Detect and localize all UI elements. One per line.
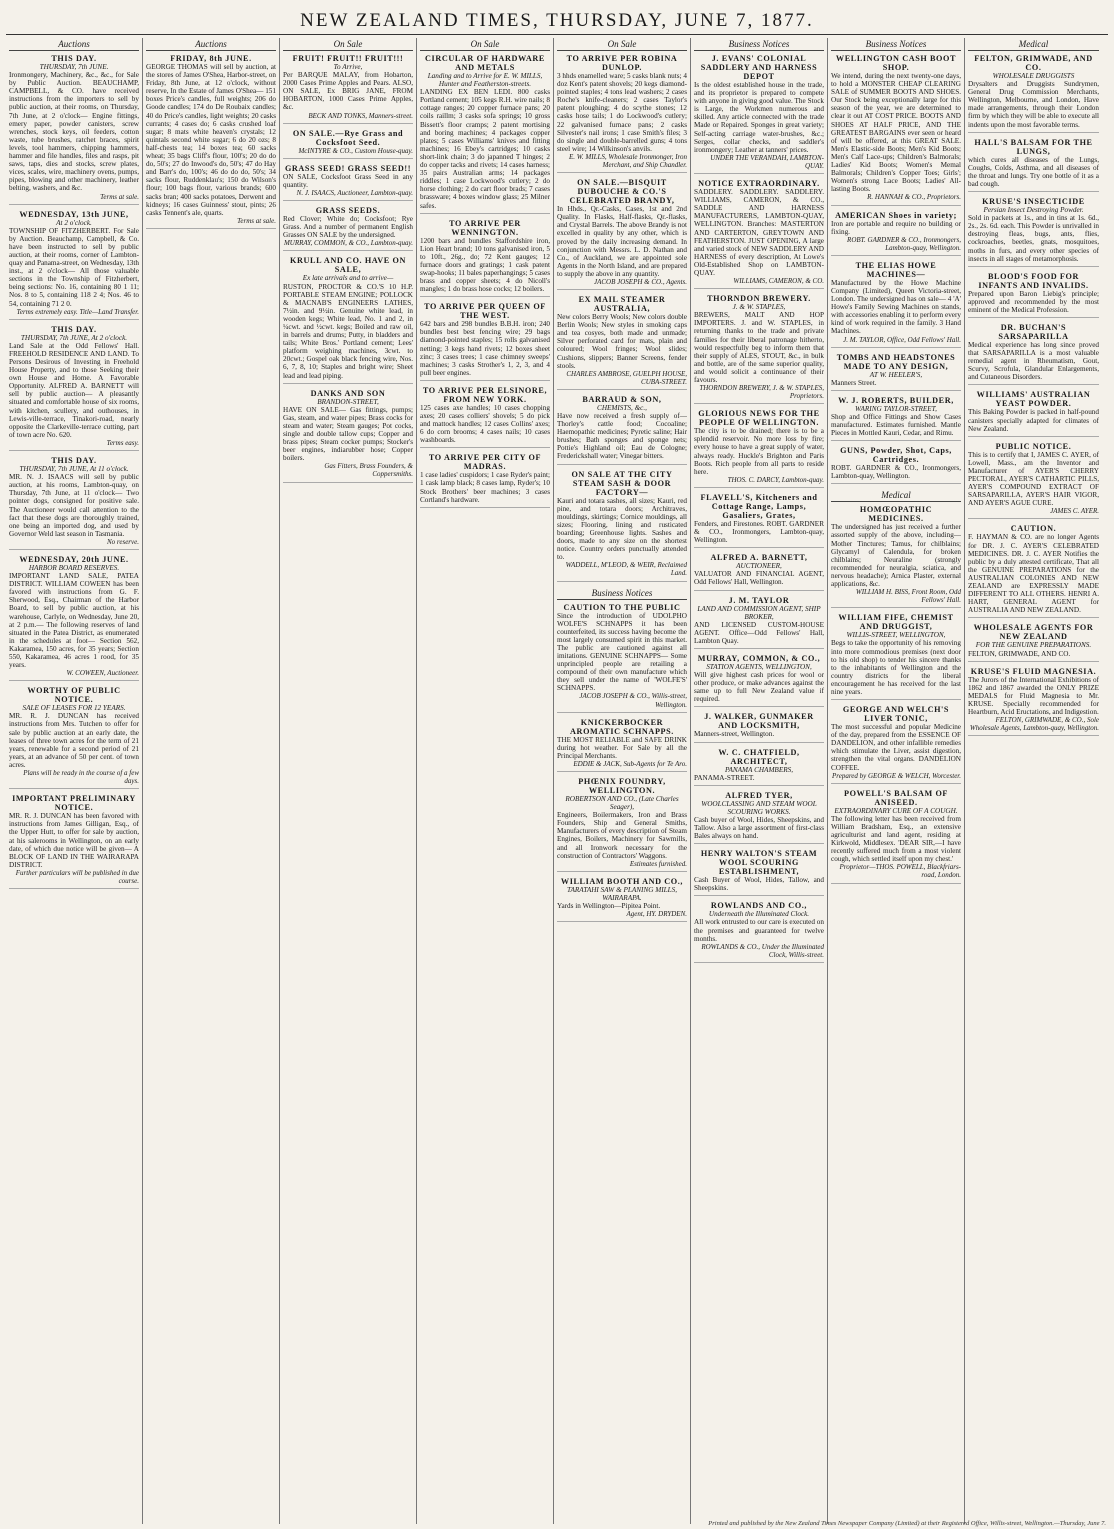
advertisement [968, 623, 1099, 661]
advertisement [831, 789, 961, 884]
advertisement [968, 138, 1099, 192]
ad-heading: HALL'S BALSAM FOR THE LUNGS, [974, 137, 1093, 156]
ad-heading: WELLINGTON CASH BOOT SHOP. [835, 54, 957, 72]
ad-subheading: THURSDAY, 7th JUNE. [39, 63, 109, 71]
ad-heading: FRIDAY, 8th JUNE. [170, 54, 252, 63]
ad-signature: ROBT. GARDNER & CO., Ironmongers, Lambton-quay, Wellington. [847, 235, 961, 252]
ad-signature: JAMES C. AYER. [1050, 507, 1099, 516]
ad-body-text: 125 cases axe handles; 10 cases chopping axes; 20 cases colliers' shovels; 5 do pick and mattock handles; 12 cases Collins' axes; 6 do corn brooms; 4 cases nails; 10 cases washboards. [420, 403, 550, 445]
ad-heading: J. M. TAYLOR [728, 595, 790, 605]
ad-heading: W. C. CHATFIELD, ARCHITECT, [718, 747, 800, 766]
ad-body-text: 1200 bars and bundles Staffordshire iron, Lion Heart brand; 10 tons galvanised iron, 5 to 10ft., 26g., do; 72 Kent gauges; 12 furnace doors and gratings; 1 cask patent swap-hooks; 11 bales paperhangings; 5 cases brass and copper sheets; 4 do Nicoll's mangles; 1 do brass hose cocks; 12 boilers. [420, 236, 550, 294]
advertisement [694, 712, 824, 742]
ad-signature: WADDELL, M'LEOD, & WEIR, Reclaimed Land. [565, 561, 687, 578]
ad-heading: WHOLESALE AGENTS FOR NEW ZEALAND [973, 623, 1094, 642]
ad-signature: ROWLANDS & CO., Under the Illuminated Clock, Willis-street. [701, 942, 824, 959]
ad-heading: MURRAY, COMMON, & CO., [697, 653, 821, 663]
advertisement [694, 791, 824, 844]
ad-subheading: WOOLCLASSING AND STEAM WOOL SCOURING WORKS. [701, 799, 817, 816]
ad-body-text: New colors Berry Wools; New colors double Berlin Wools; New styles in smoking caps and tea cosyes, both made and unmade; Silver perforated card for mats, plain and coloured; Wool fringes; Wool slides; Cushions, slippers; Banner Screens, fender stools. [557, 313, 687, 370]
ad-heading: THIS DAY. [51, 54, 97, 63]
advertisement [968, 390, 1099, 436]
column-section-heading: Auctions [146, 38, 276, 51]
advertisement [557, 295, 687, 390]
ad-body-text: Sold in packets at 1s., and in tins at 1s. 6d., 2s., 2s. 6d. each. This Powder is unrivalled in destroying fleas, bugs, ants, flies, cockroaches, beetles, gnats, mosquitoes, moths in furs, and every other species of insects in all stages of metamorphosis. [968, 214, 1099, 263]
ad-body-text: 3 hhds enamelled ware; 5 casks blank nuts; 4 doz Kent's patent shovels; 20 kegs diamond-pointed staples; 4 tons lead washers; 2 cases Roche's knife-cleaners; 2 cases Taylor's patent ploughing; 4 do scythe stones; 12 casks hose tails; 1 do Lockwood's cutlery; 22 galvanised furnace pans; 2 casks Silvester's nail irons; 1 case Smith's files; 3 do single and double-barrelled guns; 4 tons steel wire; 14 Wilkinson's anvils. [557, 72, 687, 153]
ad-body-text: LANDING EX BEN LEDI. 800 casks Portland cement; 105 kegs R.H. wire nails; 8 cottage ranges; 20 copper furnace pans; 20 coils raillm; 3 casks sofa springs; 10 gross Bissett's floor cramps; 2 patent mortising and boring machines; 4 packages copper plates; 5 cases Williams' knives and fitting machines; 16 Ebey's cartridges; 10 casks short-link chain; 3 do japanned T hinges; 2 do copper tacks and rivets; 14 cases harness; 35 pairs Australian arms; 14 packages riddles; 1 case Lockwood's cutlery; 2 do horse clothing; 2 do cart floor brads; 7 cases brassware; 4 boxes window glass; 25 Milner safes. [420, 88, 550, 210]
column-3 [280, 38, 417, 1524]
ad-signature: Agent, HY. DRYDEN. [626, 910, 687, 919]
ad-body-text: The following letter has been received from William Bradsham, Esq., an extensive agriculturist and land agent, residing at Kirkwold, Middlesex. 'DEAR SIR,—I have recently suffered much from a most violent cough, which settled itself upon my chest.' [831, 814, 961, 864]
ad-heading: ROWLANDS AND CO., [710, 901, 808, 911]
ad-signature: WILLIAMS, CAMERON, & CO. [733, 277, 824, 286]
ad-body-text: Per BARQUE MALAY, from Hobarton, 2000 Cases Prime Apples and Pears. ALSO, ON SALE, Ex BRIG JANE, FROM HOBARTON, 1000 Cases Prime Apples, &c. [283, 71, 413, 112]
advertisement [283, 54, 413, 124]
ad-heading: TO ARRIVE PER ROBINA DUNLOP. [566, 54, 678, 72]
advertisement [9, 555, 139, 681]
ad-signature: Further particulars will be published in due course. [15, 868, 139, 885]
ad-body-text: Begs to take the opportunity of his removing into more commodious premises (next door to his old shop) to tender his sincere thanks to the inhabitants of Wellington and the country districts for the liberal encouragement he has received for the last nine years. [831, 639, 961, 696]
ad-signature: W. COWEEN, Auctioneer. [66, 669, 139, 678]
ad-heading: J. EVANS' COLONIAL SADDLERY AND HARNESS DEPOT [700, 54, 818, 81]
ad-heading: THORNDON BREWERY. [707, 294, 811, 304]
ad-heading: GRASS SEEDS. [315, 206, 381, 216]
ad-body-text: Iron are portable and require no building or fixing. [831, 219, 961, 236]
ad-heading: W. J. ROBERTS, BUILDER, [838, 395, 954, 405]
ad-subheading: AUCTIONEER, [736, 562, 782, 571]
ad-signature: MURRAY, COMMON, & CO., Lambton-quay. [283, 239, 413, 248]
ad-signature: Proprietor—THOS. POWELL, Blackfriars-road, London. [839, 863, 961, 880]
advertisement [831, 505, 961, 608]
advertisement [968, 197, 1099, 267]
ad-body-text: 1 case ladies' cuspidors; 1 case Ryder's paint; 1 cask lamp black; 8 cases lamp, Ryder's; 10 Stock Brothers' beer machines; 3 cases Cortland's hardware. [420, 471, 550, 504]
ad-subheading: BRANDON-STREET, [317, 397, 379, 406]
ad-body-text: Ironmongery, Machinery, &c., &c., for Sale by Public Auction. BEAUCHAMP, CAMPBELL, & CO. have received instructions from the importers to sell by public auction, at their rooms, on Thursday, 7th June, at 2 o'clock— Engine fittings, emery paper, powder canisters, screw wrenches, stock keys, oil feeders, cotton waste, tube brushes, ratchet braces, spirit levels, tool hammers, chipping hammers, hammer and file handles, files and rasps, pit saws, taps, dies and stocks, screw plates, vices, scales, wire, machinery ovens, pumps, pipes, blowing and other machinery, leather belting, washers, and &c. [9, 71, 139, 193]
advertisement [694, 748, 824, 786]
ad-signature: CHARLES AMBROSE, GUELPH HOUSE, CUBA-STREET. [566, 369, 687, 386]
ad-body-text: In Hhds., Qr.-Casks, Cases, 1st and 2nd Quality. In Flasks, Half-flasks, Qr.-flasks, and Crystal Barrels. The above Brandy is not excelled in quality by any other, which is proved by the daily increasing demand. In conjunction with Messrs. L. D. Nathan and Co., of Auckland, we are appointed sole Agents in the North Island, and are prepared to supply the above in any quantity. [557, 205, 687, 278]
ad-heading: TO ARRIVE PER QUEEN OF THE WEST. [424, 302, 546, 321]
advertisement [831, 353, 961, 391]
ad-subheading: WHOLESALE DRUGGISTS [992, 72, 1075, 80]
ad-body-text: Engineers, Boilermakers, Iron and Brass Founders, Ship and General Smiths, Manufacturers of every description of Steam Engines, Boilers, Machinery for Sawmills, and all Ironwork necessary for the construction of Contractors' Waggons. [557, 811, 687, 860]
ad-heading: EX MAIL STEAMER AUSTRALIA, [578, 295, 666, 314]
ad-body-text: The undersigned has just received a further assorted supply of the above, including— Mother Tinctures; Tamus, for chilblains; Glycamyl of Calendula, for broken chilblains; Neuraline (strongly recommended for neuralgia, sciatica, and nervous headache); Arnica Plaster, external applications, &c. [831, 523, 961, 589]
ad-subheading: WARING TAYLOR-STREET, [855, 404, 937, 413]
column-section-heading: Business Notices [831, 38, 961, 51]
advertisement [9, 54, 139, 205]
ad-heading: HENRY WALTON'S STEAM WOOL SCOURING ESTABLISHMENT, [700, 849, 818, 877]
ad-subheading: At 2 o'clock. [56, 218, 92, 227]
ad-subheading: ROBERTSON AND CO., (Late Charles Seager), [565, 795, 679, 812]
ad-body-text: Shop and Office Fittings and Show Cases manufactured. Estimates furnished. Mantle Pieces in Mottled Kauri, Cedar, and Rimu. [831, 412, 961, 438]
ad-body-text: Medical experience has long since proved that SARSAPARILLA is a most valuable remedial agent in Rheumatism, Gout, Scurvy, Scrofula, Glandular Enlargements, and Cutaneous Disorders. [968, 340, 1099, 382]
ad-heading: TO ARRIVE PER CITY OF MADRAS. [428, 453, 542, 472]
ad-body-text: HAVE ON SALE— Gas fittings, pumps; Gas, steam, and water pipes; Brass cocks for steam and water; Steam gauges; Pot cocks, single and double tallow cups; Copper and brass pipes; Steam cocker pumps; Stocker's beer engines, indiarubber hose; Copper boilers. [283, 405, 413, 463]
advertisement [968, 442, 1099, 520]
advertisement [968, 323, 1099, 385]
ad-signature: Gas Fitters, Brass Founders, & Coppersmiths. [324, 462, 413, 479]
advertisement [557, 777, 687, 872]
ad-subheading: Landing and to Arrive for E. W. MILLS, Hunter and Featherston-streets. [427, 72, 543, 89]
ad-heading: BLOOD'S FOOD FOR INFANTS AND INVALIDS. [978, 271, 1089, 290]
ad-heading: GRASS SEED! GRASS SEED!! [284, 163, 412, 173]
ad-subheading: Underneath the Illuminated Clock. [708, 910, 810, 919]
ad-heading: WILLIAM BOOTH AND CO., [560, 876, 684, 886]
ad-body-text: This is to certify that I, JAMES C. AYER, of Lowell, Mass., am the Inventor and Manufacturer of AYER'S CHERRY PECTORAL, AYER'S CATHARTIC PILLS, AYER'S COMPOUND EXTRACT OF SARSAPARILLA, AYER'S HAIR VIGOR, AND AYER'S AGUE CURE. [968, 450, 1099, 508]
masthead [0, 0, 1114, 30]
advertisement [283, 164, 413, 201]
ad-signature: Prepared by GEORGE & WELCH, Worcester. [831, 771, 961, 780]
ad-subheading: TARATAHI SAW & PLANING MILLS, WAIRARAPA. [566, 885, 677, 902]
ad-signature: UNDER THE VERANDAH, LAMBTON-QUAY. [710, 153, 824, 170]
advertisement [557, 877, 687, 922]
advertisement [557, 603, 687, 713]
column-4 [417, 38, 554, 1524]
column-2 [143, 38, 280, 1524]
ad-heading: ON SALE AT THE CITY STEAM SASH & DOOR FACTORY— [571, 469, 673, 497]
ad-subheading: Persian Insect Destroying Powder. [983, 206, 1084, 215]
column-section-heading: On Sale [283, 38, 413, 51]
advertisement [283, 389, 413, 483]
ad-heading: WEDNESDAY, 20th JUNE. [19, 554, 129, 564]
advertisement [968, 667, 1099, 737]
ad-body-text: ROBT. GARDNER & CO., Ironmongers, Lambton-quay, Wellington. [831, 464, 961, 481]
advertisement [831, 211, 961, 256]
ad-body-text: Is the oldest established house in the trade, and its proprietor is prepared to compete with anyone in giving good value. The Stock is Large, the Workmen numerous and skilled. Any article connected with the trade Made or Repaired. Sponges in great variety; Self-acting carriage water-brushes, &c.; Serges, collar checks, and saddler's ironmongery; Leather at tanners' prices. [694, 81, 824, 154]
column-6 [691, 38, 828, 1524]
ad-heading: AMERICAN Shoes in variety; [835, 210, 957, 220]
ad-body-text: Land Sale at the Odd Fellows' Hall. FREEHOLD RESIDENCE AND LAND. To Persons Desirous of Investing in Freehold House Property, and to those Seeking their own House and Home. A Favorable Opportunity. ALFRED A. BARNETT will sell by public auction— A pleasantly situated and comfortable house of six rooms, with kitchen, scullery, and outhouses, in Lewis-ville-terrace, Tinakori-road, nearly opposite the Clarkeville-terrace cutting, part of town acre No. 620. [9, 341, 139, 439]
advertisement [283, 129, 413, 159]
ad-heading: KRUSE'S FLUID MAGNESIA. [970, 666, 1097, 676]
advertisement [557, 395, 687, 465]
advertisement [831, 613, 961, 700]
ad-body-text: Fenders, and Firestones. ROBT. GARDNER & CO., Ironmongers, Lambton-quay, Wellington. [694, 519, 824, 545]
ad-heading: GLORIOUS NEWS FOR THE PEOPLE OF WELLINGTON. [698, 409, 820, 428]
advertisement [557, 718, 687, 772]
ad-body-text: PANAMA-STREET. [694, 773, 755, 782]
ad-body-text: VALUATOR AND FINANCIAL AGENT, Odd Fellows' Hall, Wellington. [694, 570, 824, 587]
column-5 [554, 38, 691, 1524]
ad-heading: GUNS, Powder, Shot, Caps, Cartridges. [840, 446, 952, 465]
ad-heading: ON SALE.—BISQUIT DUBOUCHE & CO.'S CELEBRATED BRANDY, [569, 178, 675, 206]
advertisement [694, 654, 824, 707]
ad-subheading: STATION AGENTS, WELLINGTON, [706, 662, 812, 671]
ad-body-text: The most successful and popular Medicine of the day, prepared from the ESSENCE OF DANDELION, and other infallible remedies which stimulate the Liver, assist digestion, strengthen the vital organs. DANDELION COFFEE. [831, 723, 961, 772]
ad-subheading: HARBOR BOARD RESERVES. [28, 563, 120, 572]
advertisement [9, 456, 139, 550]
ad-heading: DANKS AND SON [310, 388, 386, 398]
ad-body-text: Drysalters and Druggists Sundrymen, General Drug Commission Merchants, Wellington, Melbourne, and London, Have made arrangements, through their London firm by which they will be able to execute all indents upon the most favorable terms. [968, 80, 1099, 129]
ad-heading: KRULL AND CO. HAVE ON SALE, [290, 256, 406, 275]
ad-subheading: WILLIS-STREET, WELLINGTON, [846, 631, 946, 640]
advertisement [694, 294, 824, 404]
advertisement [831, 261, 961, 348]
advertisement [694, 849, 824, 896]
ad-subheading: To Arrive, [333, 63, 363, 71]
ad-heading: WEDNESDAY, 13th JUNE, [19, 209, 129, 219]
ad-subheading: PANAMA CHAMBERS, [724, 765, 793, 774]
ad-body-text: Since the introduction of UDOLPHO WOLFE'S SCHNAPPS it has been counterfeited, its success having become the most largely consumed spirit in this market. The public are cautioned against all imitations. GENUINE SCHNAPPS— Some unprincipled people are retailing a compound of their own manufacture which they sell under the name of 'WOLFE'S' SCHNAPPS. [557, 611, 687, 693]
ad-heading: CAUTION TO THE PUBLIC [563, 602, 681, 612]
ad-heading: KNICKERBOCKER AROMATIC SCHNAPPS. [570, 717, 674, 736]
ad-signature: E. W. MILLS, Wholesale Ironmonger, Iron Merchant, and Ship Chandler. [568, 152, 687, 170]
ad-body-text: This Baking Powder is packed in half-pound canisters specially adapted for climates of New Zealand. [968, 408, 1099, 433]
advertisement [557, 178, 687, 290]
ad-heading: FRUIT! FRUIT!! FRUIT!!! [292, 54, 404, 63]
ad-heading: THIS DAY. [51, 324, 97, 334]
advertisement [283, 206, 413, 251]
ad-heading: CAUTION. [1010, 524, 1057, 534]
ad-heading: TO ARRIVE PER ELSINORE, FROM NEW YORK. [422, 385, 548, 404]
ad-signature: THOS. C. DARCY, Lambton-quay. [727, 475, 824, 484]
ad-signature: THORNDON BREWERY, J. & W. STAPLES, Proprietors. [699, 384, 824, 401]
ad-signature: Terms at sale. [100, 192, 139, 201]
column-section-heading: Medical [968, 38, 1099, 51]
ad-subheading: Ex late arrivals and to arrive— [302, 274, 394, 283]
ad-heading: HOMŒOPATHIC MEDICINES. [859, 505, 933, 524]
ad-signature: JACOB JOSEPH & CO., Agents. [594, 277, 687, 286]
advertisement [9, 794, 139, 889]
ad-body-text: Have now received a fresh supply of— Thorley's cattle food; Cocoaline; Haemopathic medicines; Pyretic saline; Hair brushes; Bath sponges and sponge nets; Pottie's Highland oil; Eau de Cologne; Frederickshall water; Vinegar bitters. [557, 412, 687, 461]
advertisement [557, 470, 687, 582]
advertisement [420, 54, 550, 214]
ad-body-text: Kauri and totara sashes, all sizes; Kauri, red pine, and totara doors; Architraves, mouldings, skirtings; Cornice mouldings, all sizes; Flooring, lining and rusticated boarding; Greenhouse lights. Sashes and doors, made to any size on the shortest notice. Country orders punctually attended to. [557, 496, 687, 562]
ad-signature: N. J. ISAACS, Auctioneer, Lambton-quay. [296, 188, 413, 197]
advertisement [831, 446, 961, 484]
ad-subheading: FOR THE GENUINE PREPARATIONS. [975, 641, 1092, 650]
ad-heading: WILLIAM FIFE, CHEMIST AND DRUGGIST, [838, 613, 954, 632]
ad-signature: Terms at sale. [237, 216, 276, 225]
column-section-heading: Business Notices [694, 38, 824, 51]
ad-signature: Terms extremely easy. Title—Land Transfer. [16, 307, 139, 316]
advertisement [694, 54, 824, 174]
ad-heading: WORTHY OF PUBLIC NOTICE. [27, 686, 121, 705]
ad-body-text: Manufactured by the Howe Machine Company (Limited), Queen Victoria-street, London. The undersigned has on sale— 4 'A' Howe's Family Sewing Machines on stands, with accessories enabling it to perform every kind of work required in the family. 3 Hand Machines. [831, 278, 961, 336]
ad-heading: FELTON, GRIMWADE, AND CO. [974, 54, 1093, 72]
advertisement [557, 54, 687, 173]
advertisement [283, 256, 413, 383]
ad-heading: J. WALKER, GUNMAKER AND LOCKSMITH, [704, 712, 814, 731]
ad-signature: R. HANNAH & CO., Proprietors. [867, 193, 961, 202]
ad-body-text: Cash buyer of Wool, Hides, Sheepskins, and Tallow. Also a large assortment of first-class Bales always on hand. [694, 815, 824, 841]
ad-body-text: TOWNSHIP OF FITZHERBERT. For Sale by Auction. Beauchamp, Campbell, & Co. have been instructed to sell by public auction, at their rooms, corner of Lambton-quay and Panama-street, on Wednesday, 13th inst., at 2 o'clock— All those valuable sections in the Township of Fitzherbert, being sections: No. 16, containing 80 1 11; Nos. 8 to 5, containing 118 2 4; Nos. 46 to 54, containing 71 2 0. [9, 226, 139, 308]
advertisement [831, 54, 961, 206]
advertisement [420, 219, 550, 298]
ad-body-text: THE MOST RELIABLE and SAFE DRINK during hot weather. For Sale by all the Principal Merchants. [557, 735, 687, 760]
advertisement [694, 493, 824, 548]
ad-body-text: AND LICENSED CUSTOM-HOUSE AGENT. Office—Odd Fellows' Hall, Lambton Quay. [694, 620, 824, 645]
section-break-heading: Business Notices [557, 587, 687, 600]
ad-signature: JACOB JOSEPH & CO., Willis-street, Wellington. [579, 692, 687, 709]
ad-body-text: Cash Buyer of Wool, Hides, Tallow, and Sheepskins. [694, 876, 824, 893]
section-break-heading: Medical [831, 489, 961, 502]
ad-body-text: F. HAYMAN & CO. are no longer Agents for DR. J. C. AYER'S CELEBRATED MEDICINES. DR. J. C. AYER Notifies the public by a duly attested certificate, That all the GENUINE PREPARATIONS for the AUSTRALIAN COLONIES AND NEW ZEALAND are EXPRESSLY MADE DIFFERENT TO ALL OTHERS. HENRI A. HART, GENERAL AGENT for AUSTRALIA AND NEW ZEALAND. [968, 533, 1099, 615]
advertisement [694, 596, 824, 649]
ad-subheading: SALE OF LEASES FOR 12 YEARS. [22, 704, 126, 713]
ad-body-text: Yards in Wellington—Pipitea Point. [557, 902, 661, 911]
page-columns [6, 38, 1108, 1524]
ad-subheading: AT W. HEELER'S, [869, 370, 923, 379]
ad-subheading: LAND AND COMMISSION AGENT, SHIP BROKER, [697, 604, 821, 621]
column-section-heading: On Sale [557, 38, 687, 51]
advertisement [146, 54, 276, 229]
ad-body-text: We intend, during the next twenty-one days, to hold a MONSTER CHEAP CLEARING SALE of SUMMER BOOTS AND SHOES. Our Stock being exceptionally large for this season of the year, we are determined to clear it out AT COST PRICE. BOOTS AND SHOES AT HALF PRICE, AND THE GREATEST BARGAINS ever seen or heard of will be offered, at this GREAT SALE. Men's Elastic-side Boots; Men's Kid Boots; Men's Calf Lace-ups; Children's Balmorals; Ladies' Kid Boots; Women's Memal Balmorals; Children's Copper Toes; Girls'; Women's strong Lace Boots; Ladies' All-lasting Boots. [831, 72, 961, 194]
ad-subheading: CHEMISTS, &c., [597, 403, 647, 412]
ad-signature: J. M. TAYLOR, Office, Odd Fellows' Hall. [843, 335, 961, 344]
ad-heading: PUBLIC NOTICE. [995, 441, 1072, 451]
ad-subheading: EXTRAORDINARY CURE OF A COUGH. [834, 806, 958, 815]
ad-body-text: Will give highest cash prices for wool or other produce, or make advances against the same up to full New Zealand value if required. [694, 671, 824, 704]
ad-heading: WILLIAMS' AUSTRALIAN YEAST POWDER. [976, 390, 1091, 409]
ad-signature: McINTYRE & CO., Custom House-quay. [298, 146, 413, 155]
ad-body-text: MR. N. J. ISAACS will sell by public auction, at his rooms, Lambton-quay, on Thursday, 7th June, at 11 o'clock— Two pointer dogs, consigned for positive sale. The Auctioneer would call attention to the fact that these dogs are thoroughly trained, one being an imported dog, and used by Governor Weld last season in Tasmania. [9, 473, 139, 538]
ad-heading: ON SALE.—Rye Grass and Cocksfoot Seed. [292, 128, 404, 147]
ad-heading: DR. BUCHAN'S SARSAPARILLA [998, 322, 1069, 341]
ad-body-text: The city is to be drained; there is to be a splendid reservoir. No more loss by fire; every house to have a great supply of water, always ready. Huckle's Brighton and Paris Boots. Rich people from all parts to reside here. [694, 427, 824, 476]
ad-heading: KRUSE'S INSECTICIDE [982, 197, 1085, 207]
advertisement [420, 302, 550, 381]
advertisement [968, 272, 1099, 318]
ad-body-text: 642 bars and 298 bundles B.B.H. iron; 240 bundles best best fencing wire; 29 bags diamond-pointed staples; 15 rolls galvanised netting; 3 kegs hand rivets; 12 boxes sheet zinc; 3 cases trees; 1 case chimney sweeps' machines; 3 casks Strother's 1, 2, 3, and 4 pull beer engines. [420, 320, 550, 377]
ad-heading: NOTICE EXTRAORDINARY. [698, 179, 820, 189]
ad-signature: BECK AND TONKS, Manners-street. [308, 111, 413, 120]
ad-signature: EDDIE & JACK, Sub-Agents for Te Aro. [573, 759, 687, 768]
advertisement [9, 325, 139, 451]
imprint: Printed and published by the New Zealand Times Newspaper Company (Limited) at their Registered Office, Willis-street, Wellington.—Thursday, June 7. [708, 1520, 1106, 1527]
ad-body-text: which cures all diseases of the Lungs, Coughs, Colds, Asthma, and all diseases of the throat and lungs. Try one bottle of it as a bad cough. [968, 155, 1099, 188]
ad-heading: PHŒNIX FOUNDRY, WELLINGTON. [578, 777, 666, 795]
ad-body-text: Red Clover; White do; Cocksfoot; Rye Grass. And a number of permanent English Grasses ON SALE by the undersigned. [283, 215, 413, 240]
ad-heading: ALFRED A. BARNETT, [710, 553, 808, 563]
ad-heading: FLAVELL'S, Kitcheners and Cottage Range, Lamps, Gasaliers, Grates, [700, 492, 818, 520]
ad-body-text: BREWERS, MALT AND HOP IMPORTERS. J. and W. STAPLES, in returning thanks to the trade and private families for their liberal patronage hitherto, would respectfully beg to inform them that their supply of ALES, STOUT, &c., in bulk and bottle, are of the same superior quality, and would solicit a continuance of their favours. [694, 311, 824, 384]
ad-heading: CIRCULAR OF HARDWARE AND METALS [425, 54, 545, 72]
ad-signature: Estimates furnished. [629, 859, 687, 868]
ad-heading: BARRAUD & SON, [582, 394, 662, 404]
ad-body-text: Manners Street. [831, 378, 877, 387]
ad-heading: GEORGE AND WELCH'S LIVER TONIC, [842, 705, 950, 724]
column-section-heading: On Sale [420, 38, 550, 51]
advertisement [968, 54, 1099, 133]
ad-body-text: Manners-street, Wellington. [694, 730, 775, 739]
ad-heading: ALFRED TYER, [725, 790, 793, 800]
ad-heading: TO ARRIVE PER WENNINGTON. [449, 218, 521, 237]
ad-heading: POWELL'S BALSAM OF ANISEED. [843, 788, 949, 807]
ad-body-text: IMPORTANT LAND SALE, PATEA DISTRICT. WILLIAM COWEEN has been favored with instructions from G. F. Sherwood, Esq., Chairman of the Harbor Board, to sell by public auction, at his warehouse, Carlyle, on Wednesday, June 20, at 2 p.m.— The following reserves of land situated in the Patea District, as enumerated in the schedules at foot— Section 562, Kakaramea, 150 acres, for 35 years; Section 550, Kakaramea, 46 acres 1 rood, for 35 years. [9, 572, 139, 670]
ad-signature: WILLIAM H. BISS, Front Room, Odd Fellows' Hall. [855, 588, 961, 605]
ad-signature: Plans will be ready in the course of a few days. [23, 769, 139, 786]
column-section-heading: Auctions [9, 38, 139, 51]
ad-subheading: J. & W. STAPLES, [732, 303, 786, 312]
ad-subheading: THURSDAY, 7th JUNE, At 2 o'clock. [20, 333, 128, 342]
advertisement [694, 901, 824, 963]
ad-body-text: ON SALE, Cocksfoot Grass Seed in any quantity. [283, 172, 413, 189]
ad-body-text: SADDLERY. SADDLERY. SADDLERY. WILLIAMS, CAMERON, & CO., SADDLE AND HARNESS MANUFACTURERS, LAMBTON-QUAY, WELLINGTON. Branches: MASTERTON AND CARTERTON, GREYTOWN AND FEATHERSTON. JUST OPENING, A large and varied stock of NEW SADDLERY AND HARNESS of every description, At Lowe's Old-Established Shop on LAMBTON-QUAY. [694, 188, 824, 277]
ad-body-text: All work entrusted to our care is executed on the premises and guaranteed for twelve months. [694, 918, 824, 943]
advertisement [694, 179, 824, 289]
ad-heading: TOMBS AND HEADSTONES MADE TO ANY DESIGN, [836, 352, 956, 371]
advertisement [9, 210, 139, 320]
ad-signature: FELTON, GRIMWADE, & CO., Sole Wholesale Agents, Lambton-quay, Wellington. [969, 716, 1099, 733]
ad-body-text: RUSTON, PROCTOR & CO.'S 10 H.P. PORTABLE STEAM ENGINE; POLLOCK & MACNAB'S ENGINEERS LATHES, 7½in. and 9½in. Genuine white lead, in wooden kegs; White lead, No. 1 and 2, in ¼cwt. and ½cwt. kegs; Boiled and raw oil, in barrels and drums; Putty, in bladders and tails; White Bros.' Portland cement; Lees' platform weighing machines, 3cwt. to 20cwt.; Gospel oak black fencing wire, Nos. 6, 7, 8, 10; Staples and bright wire; Sheet lead and lead piping. [283, 282, 413, 380]
ad-body-text: Prepared upon Baron Liebig's principle; approved and recommended by the most eminent of the Medical Profession. [968, 289, 1099, 314]
ad-body-text: GEORGE THOMAS will sell by auction, at the stores of James O'Shea, Harbor-street, on Friday, 8th June, at 12 o'clock, without reserve, In the Estate of James O'Shea— 151 boxes Price's candles, full weights; 206 do Goode candles; 174 do De Roubaix candles; 40 do Price's candles, light weights; 20 casks currants; 4 cases do; 6 casks crushed loaf sugar; 8 mats white heaven's crystals; 12 quintals second white sugar; 6 do 20 ozs; 8 half-chests tea; 14 boxes tea; 60 sacks wheat; 35 bags Cliff's flour, 100's; 20 do do do, 50's; 27 do Inwood's do, 50's; 47 do Hay and Barr's do, 100's; 46 do do do, 50's; 34 sacks flour, Ruddenklau's; 150 do Wilson's flour; 100 bags flour, various brands; 600 sacks bran; 400 sacks potatoes, Derwent and kidneys; 16 cases Guinness' stout, pints; 26 casks Tennent's ale, quarts. [146, 63, 276, 217]
ad-body-text: FELTON, GRIMWADE, AND CO. [968, 649, 1071, 658]
advertisement [831, 396, 961, 441]
ad-heading: THE ELIAS HOWE MACHINES— [855, 260, 937, 279]
column-8 [965, 38, 1102, 1524]
advertisement [420, 386, 550, 448]
ad-signature: Terms easy. [106, 438, 139, 447]
advertisement [420, 453, 550, 507]
advertisement [694, 553, 824, 590]
ad-subheading: THURSDAY, 7th JUNE, At 11 o'clock. [19, 465, 129, 474]
newspaper-title: NEW ZEALAND TIMES, THURSDAY, JUNE 7, 1877. [300, 10, 814, 31]
ad-body-text: MR. R. J. DUNCAN has received instructions from Mrs. Tutchen to offer for sale by public auction at an early date, the leases of three town acres for the term of 21 years, renewable for a second period of 21 years, at an advance of 50 per cent. of town acres. [9, 712, 139, 769]
ad-signature: No reserve. [106, 537, 139, 546]
column-7 [828, 38, 965, 1524]
advertisement [831, 705, 961, 784]
ad-heading: THIS DAY. [51, 456, 97, 466]
advertisement [9, 686, 139, 789]
column-1 [6, 38, 143, 1524]
advertisement [968, 524, 1099, 618]
ad-heading: IMPORTANT PRELIMINARY NOTICE. [12, 794, 136, 813]
ad-body-text: The Jurors of the International Exhibitions of 1862 and 1867 awarded the ONLY PRIZE MEDALS for Fluid Magnesia to Mr. KRUSE. Specially recommended for Heartburn, Acid Eructations, and Indigestion. [968, 675, 1099, 716]
advertisement [694, 409, 824, 488]
masthead-rule [6, 34, 1108, 35]
ad-body-text: MR. R. J. DUNCAN has been favored with instructions from James Gilligan, Esq., of the Upper Hutt, to offer for sale by auction, at his salerooms in Wellington, on an early date, of which due notice will be given— A BLOCK OF LAND IN THE WAIRARAPA DISTRICT. [9, 812, 139, 869]
